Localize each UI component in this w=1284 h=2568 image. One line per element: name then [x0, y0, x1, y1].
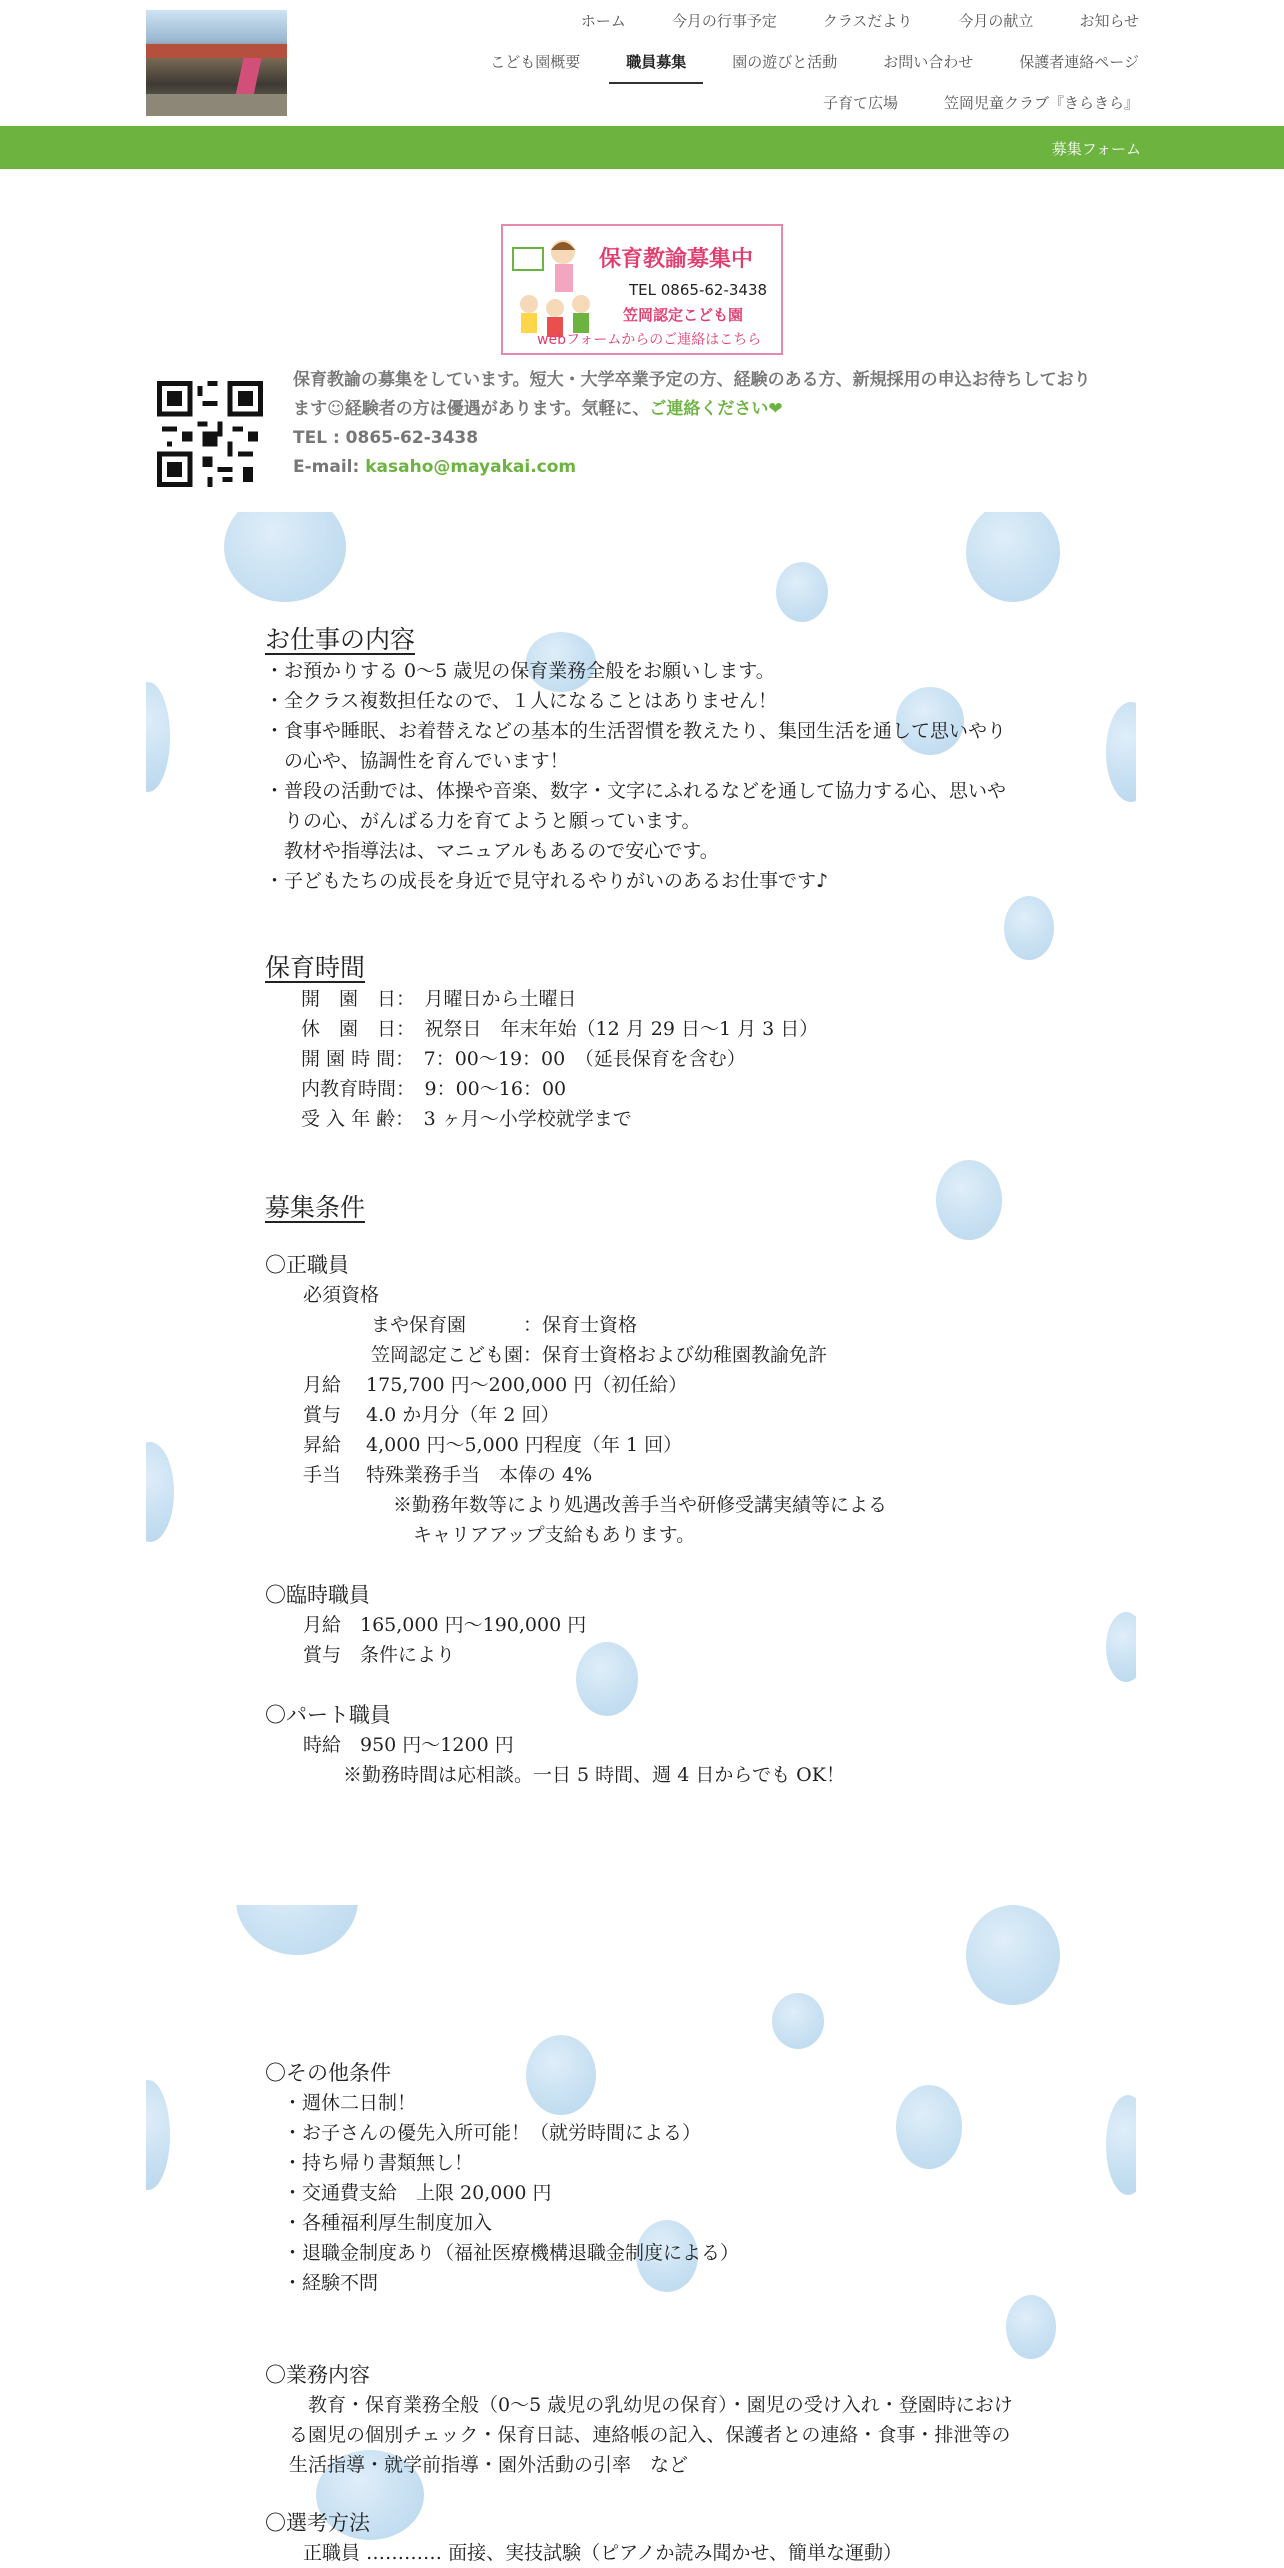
job-line: の心や、協調性を育んでいます！ [265, 750, 569, 772]
intro-line-1: 保育教諭の募集をしています。短大・大学卒業予定の方、経験のある方、新規採用の申込お待ちしており [293, 370, 1091, 390]
part-line: ※勤務時間は応相談。一日 5 時間、週 4 日からでも OK！ [343, 1764, 845, 1786]
fulltime-line: 必須資格 [303, 1284, 380, 1306]
intro-line-2 [293, 395, 1123, 424]
hours-line: 開 園 時 間： 7：00～19：00 （延長保育を含む） [301, 1048, 746, 1070]
other-line: ・退職金制度あり（福祉医療機構退職金制度による） [283, 2242, 740, 2264]
job-line: りの心、がんばる力を育てようと願っています。 [265, 810, 701, 832]
nav-item-parenting[interactable]: 子育て広場 [822, 94, 898, 112]
other-line: ・週休二日制！ [283, 2092, 417, 2114]
nav-item-events[interactable]: 今月の行事予定 [671, 12, 777, 30]
nav-item-notices[interactable]: お知らせ [1079, 12, 1139, 30]
recruit-banner[interactable] [501, 224, 783, 355]
fulltime-line: ※勤務年数等により処遇改善手当や研修受講実績等による [393, 1494, 888, 1516]
banner-title: 保育教諭募集中 [599, 247, 754, 272]
fulltime-line: キャリアアップ支給もあります。 [413, 1524, 696, 1546]
job-line: ・子どもたちの成長を身近で見守れるやりがいのあるお仕事です♪ [265, 870, 829, 892]
other-title: 〇その他条件 [265, 2061, 391, 2085]
selection-title: 〇選考方法 [265, 2511, 370, 2535]
nav-row-1 [339, 0, 1139, 41]
fulltime-line: 月給 175,700 円～200,000 円（初任給） [303, 1374, 688, 1396]
subnav-bar [0, 126, 1284, 169]
other-line: ・各種福利厚生制度加入 [283, 2212, 493, 2234]
hours-line: 開 園 日： 月曜日から土曜日 [301, 988, 577, 1010]
duties-line: る園児の個別チェック・保育日誌、連絡帳の記入、保護者との連絡・食事・排泄等の [289, 2424, 1011, 2446]
nav-row-3 [339, 82, 1139, 123]
other-line: ・お子さんの優先入所可能！（就労時間による） [283, 2122, 702, 2144]
selection-section [265, 2508, 1065, 2568]
intro-tel: TEL : 0865-62-3438 [293, 428, 479, 448]
other-line: ・経験不問 [283, 2272, 379, 2294]
other-line: ・持ち帰り書類無し！ [283, 2152, 474, 2174]
site-logo-photo[interactable] [146, 10, 287, 116]
job-section [265, 620, 1065, 896]
job-line: ・普段の活動では、体操や音楽、数字・文字にふれるなどを通して協力する心、思いや [265, 780, 1007, 802]
intro-line-2a: ます☺経験者の方は優遇があります。気軽に、 [293, 399, 650, 419]
fulltime-title: 〇正職員 [265, 1253, 349, 1277]
job-line: ・食事や睡眠、お着替えなどの基本的生活習慣を教えたり、集団生活を通して思いやり [265, 720, 1007, 742]
nav-item-kids-club[interactable]: 笠岡児童クラブ『きらきら』 [943, 94, 1139, 112]
part-title: 〇パート職員 [265, 1703, 391, 1727]
intro-contact-cta: ご連絡ください❤ [649, 399, 783, 419]
nav-item-home[interactable]: ホーム [580, 12, 626, 30]
job-line: ・お預かりする 0～5 歳児の保育業務全般をお願いします。 [265, 660, 775, 682]
intro-text [293, 366, 1123, 482]
fulltime-line: 笠岡認定こども園：保育士資格および幼稚園教諭免許 [371, 1344, 828, 1366]
fulltime-line: 賞与 4.0 か月分（年 2 回） [303, 1404, 560, 1426]
hours-title: 保育時間 [265, 953, 366, 982]
duties-section [265, 2360, 1065, 2480]
other-line: ・交通費支給 上限 20,000 円 [283, 2182, 552, 2204]
banner-name: 笠岡認定こども園 [623, 306, 744, 324]
conditions-section [265, 1188, 1065, 1790]
hours-line: 内教育時間： 9：00～16：00 [301, 1078, 567, 1100]
main-nav [339, 0, 1139, 123]
intro-email-label: E-mail: [293, 457, 366, 477]
job-title: お仕事の内容 [265, 625, 416, 654]
fulltime-line: まや保育園 ：保育士資格 [371, 1314, 638, 1336]
fulltime-line: 昇給 4,000 円～5,000 円程度（年 1 回） [303, 1434, 683, 1456]
logo-roof [146, 44, 287, 58]
banner-tel: TEL 0865-62-3438 [629, 281, 768, 299]
qr-code[interactable] [157, 381, 263, 487]
hours-section [265, 948, 1065, 1134]
logo-ground [146, 94, 287, 116]
part-line: 時給 950 円～1200 円 [303, 1734, 514, 1756]
intro-email-link[interactable]: kasaho@mayakai.com [365, 457, 577, 477]
nav-item-class-news[interactable]: クラスだより [822, 12, 913, 30]
banner-web-link: webフォームからのご連絡はこちら [537, 332, 762, 348]
conditions-title: 募集条件 [265, 1193, 366, 1222]
hours-line: 休 園 日： 祝祭日 年末年始（12 月 29 日～1 月 3 日） [301, 1018, 819, 1040]
temp-line: 月給 165,000 円～190,000 円 [303, 1614, 587, 1636]
site-header [0, 0, 1284, 126]
selection-line: 正職員 ………… 面接、実技試験（ピアノか読み聞かせ、簡単な運動） [303, 2542, 902, 2564]
nav-item-recruit[interactable]: 職員募集 [626, 53, 687, 71]
nav-item-contact[interactable]: お問い合わせ [883, 53, 974, 71]
hours-line: 受 入 年 齢： 3 ヶ月～小学校就学まで [301, 1108, 632, 1130]
other-section [265, 2058, 1065, 2298]
temp-line: 賞与 条件により [303, 1644, 456, 1666]
temp-title: 〇臨時職員 [265, 1583, 370, 1607]
nav-item-activities[interactable]: 園の遊びと活動 [732, 53, 838, 71]
intro-email [293, 453, 1123, 482]
job-line: ・全クラス複数担任なので、１人になることはありません！ [265, 690, 778, 712]
duties-line: 生活指導・就学前指導・園外活動の引率 など [289, 2454, 689, 2476]
nav-item-menu[interactable]: 今月の献立 [958, 12, 1034, 30]
duties-title: 〇業務内容 [265, 2363, 370, 2387]
subnav-recruit-form[interactable]: 募集フォーム [1051, 140, 1141, 158]
nav-row-2 [339, 41, 1139, 82]
nav-item-parents[interactable]: 保護者連絡ページ [1019, 53, 1139, 71]
duties-line: 教育・保育業務全般（0～5 歳児の乳幼児の保育）・園児の受け入れ・登園時におけ [289, 2394, 1013, 2416]
job-line: 教材や指導法は、マニュアルもあるので安心です。 [265, 840, 719, 862]
nav-item-overview[interactable]: こども園概要 [490, 53, 581, 71]
fulltime-line: 手当 特殊業務手当 本俸の 4% [303, 1464, 593, 1486]
